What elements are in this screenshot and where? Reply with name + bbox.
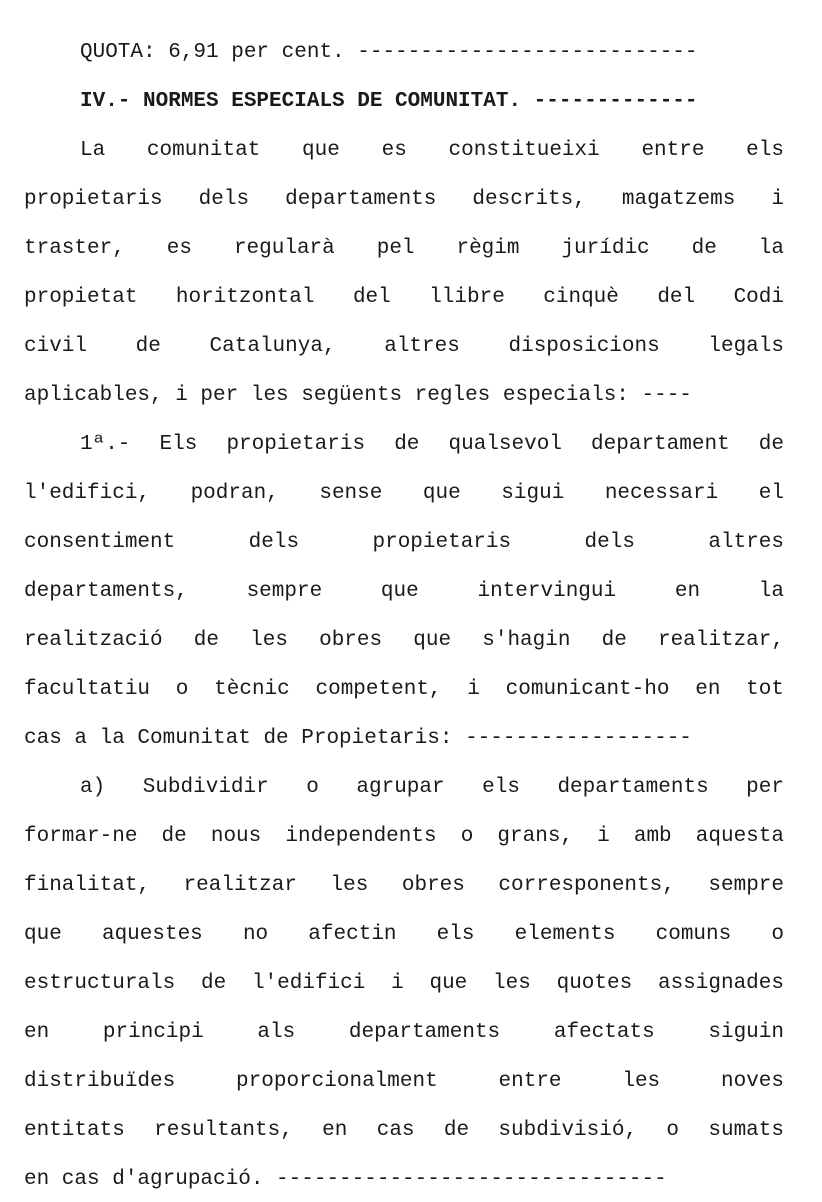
rule-1-line: departaments, sempre que intervingui en la bbox=[24, 580, 784, 603]
paragraph-line: propietaris dels departaments descrits, magatzems i bbox=[24, 188, 784, 211]
item-a-line: entitats resultants, en cas de subdivisió, o sumats bbox=[24, 1119, 784, 1142]
item-a-line: estructurals de l'edifici i que les quotes assignades bbox=[24, 972, 784, 995]
item-a-line: finalitat, realitzar les obres corresponents, sempre bbox=[24, 874, 784, 897]
item-a-line: a) Subdividir o agrupar els departaments per bbox=[80, 776, 784, 799]
paragraph-line: propietat horitzontal del llibre cinquè del Codi bbox=[24, 286, 784, 309]
rule-1-line: consentiment dels propietaris dels altres bbox=[24, 531, 784, 554]
rule-1-line: facultatiu o tècnic competent, i comunicant-ho en tot bbox=[24, 678, 784, 701]
paragraph-line: La comunitat que es constitueixi entre els bbox=[80, 139, 784, 162]
section-heading: IV.- NORMES ESPECIALS DE COMUNITAT. ------------- bbox=[80, 90, 698, 113]
item-a-line: en principi als departaments afectats siguin bbox=[24, 1021, 784, 1044]
rule-1-line: l'edifici, podran, sense que sigui necessari el bbox=[24, 482, 784, 505]
item-a-line: que aquestes no afectin els elements comuns o bbox=[24, 923, 784, 946]
item-a-line: formar-ne de nous independents o grans, i amb aquesta bbox=[24, 825, 784, 848]
paragraph-line: civil de Catalunya, altres disposicions legals bbox=[24, 335, 784, 358]
quota-line: QUOTA: 6,91 per cent. --------------------------- bbox=[80, 41, 698, 64]
rule-1-line: cas a la Comunitat de Propietaris: ------------------ bbox=[24, 727, 692, 750]
item-a-line: en cas d'agrupació. ------------------------------- bbox=[24, 1168, 667, 1191]
paragraph-line: traster, es regularà pel règim jurídic de la bbox=[24, 237, 784, 260]
rule-1-line: realització de les obres que s'hagin de realitzar, bbox=[24, 629, 784, 652]
rule-1-line: 1ª.- Els propietaris de qualsevol departament de bbox=[80, 433, 784, 456]
paragraph-line: aplicables, i per les següents regles especials: ---- bbox=[24, 384, 692, 407]
item-a-line: distribuïdes proporcionalment entre les noves bbox=[24, 1070, 784, 1093]
